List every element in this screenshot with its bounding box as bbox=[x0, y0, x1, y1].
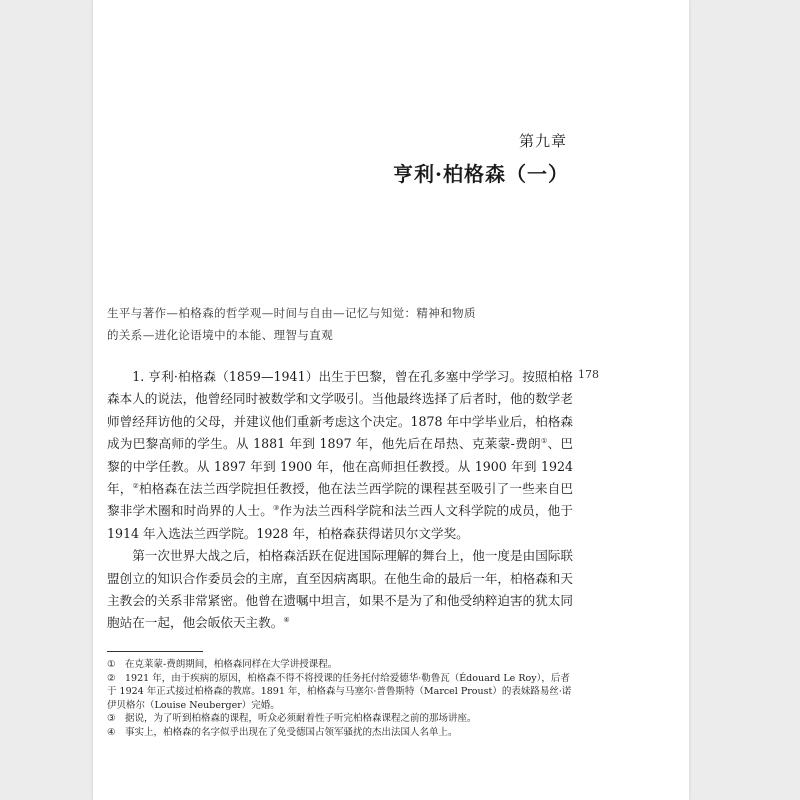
footnote-ref[interactable]: ① bbox=[540, 437, 548, 446]
paragraph-2 bbox=[107, 545, 573, 635]
body-text bbox=[107, 366, 573, 635]
footnote-text: 据说，为了听到柏格森的课程，听众必须耐着性子听完柏格森课程之前的那场讲座。 bbox=[125, 713, 477, 724]
footnote-mark: ② bbox=[107, 672, 116, 684]
paragraph-1 bbox=[107, 366, 573, 545]
footnote bbox=[107, 726, 573, 740]
footnote-mark: ① bbox=[107, 659, 116, 670]
text-segment: 柏格森在法兰西学院担任教授，他在法兰西学院的课程甚至吸引了一些来自巴黎非学术圈和时尚界的人士。 bbox=[107, 481, 574, 519]
margin-page-number: 178 bbox=[578, 368, 599, 381]
summary-line: 的关系—进化论语境中的本能、理智与直观 bbox=[107, 328, 334, 342]
footnote bbox=[107, 658, 573, 672]
footnote-text: 在克莱蒙-费朗期间，柏格森同样在大学讲授课程。 bbox=[125, 659, 338, 670]
chapter-number: 第九章 bbox=[518, 132, 567, 150]
chapter-title: 亨利·柏格森（一） bbox=[393, 162, 569, 186]
text-segment: 第一次世界大战之后，柏格森活跃在促进国际理解的舞台上，他一度是由国际联盟创立的知识合作委员会的主席，直至因病离职。在他生命的最后一年，柏格森和天主教会的关系非常紧密。他曾在遗嘱中坦言，如果不是为了和他受纳粹迫害的犹太同胞站在一起，他会皈依天主教。 bbox=[107, 548, 573, 631]
text-segment: 1. 亨利·柏格森（1859—1941）出生于巴黎，曾在孔多塞中学学习。按照柏格森本人的说法，他曾经同时被数学和文学吸引。当他最终选择了后者时，他的数学老师曾经拜访他的父母，并建议他们重新考虑这个决定。1878 年中学毕业后，柏格森成为巴黎高师的学生。从 1881 年到 1897 年，他先后在昂热、克莱蒙-费朗 bbox=[107, 369, 573, 452]
chapter-summary bbox=[107, 302, 577, 346]
footnote-mark: ④ bbox=[107, 726, 116, 738]
summary-line: 生平与著作—柏格森的哲学观—时间与自由—记忆与知觉：精神和物质 bbox=[107, 306, 476, 320]
footnote bbox=[107, 672, 573, 713]
footnote-divider bbox=[107, 651, 203, 652]
footnotes bbox=[107, 658, 573, 739]
footnote-text: 事实上，柏格森的名字似乎出现在了免受德国占领军骚扰的杰出法国人名单上。 bbox=[125, 726, 458, 738]
footnote-ref[interactable]: ③ bbox=[273, 504, 280, 513]
footnote bbox=[107, 712, 573, 726]
footnote-ref[interactable]: ② bbox=[132, 481, 139, 490]
footnote-text: 1921 年，由于疾病的原因，柏格森不得不将授课的任务托付给爱德华·勒鲁瓦（Édouard Le Roy），后者于 1924 年正式接过柏格森的教席。1891 年，柏格森与马塞尔·普鲁斯特（Marcel Proust）的表妹路易丝·诺伊贝格尔（Louise Neuberger）完婚。 bbox=[107, 672, 572, 711]
text-segment: 、巴黎的中学任教。从 1897 年到 1900 年，他在高师担任教授。从 1900 年到 1924 年， bbox=[107, 436, 574, 497]
footnote-mark: ③ bbox=[107, 713, 116, 724]
footnote-ref[interactable]: ④ bbox=[283, 616, 290, 625]
text-segment: 作为法兰西科学院和法兰西人文科学院的成员，他于 1914 年入选法兰西学院。1928 年，柏格森获得诺贝尔文学奖。 bbox=[107, 503, 574, 541]
